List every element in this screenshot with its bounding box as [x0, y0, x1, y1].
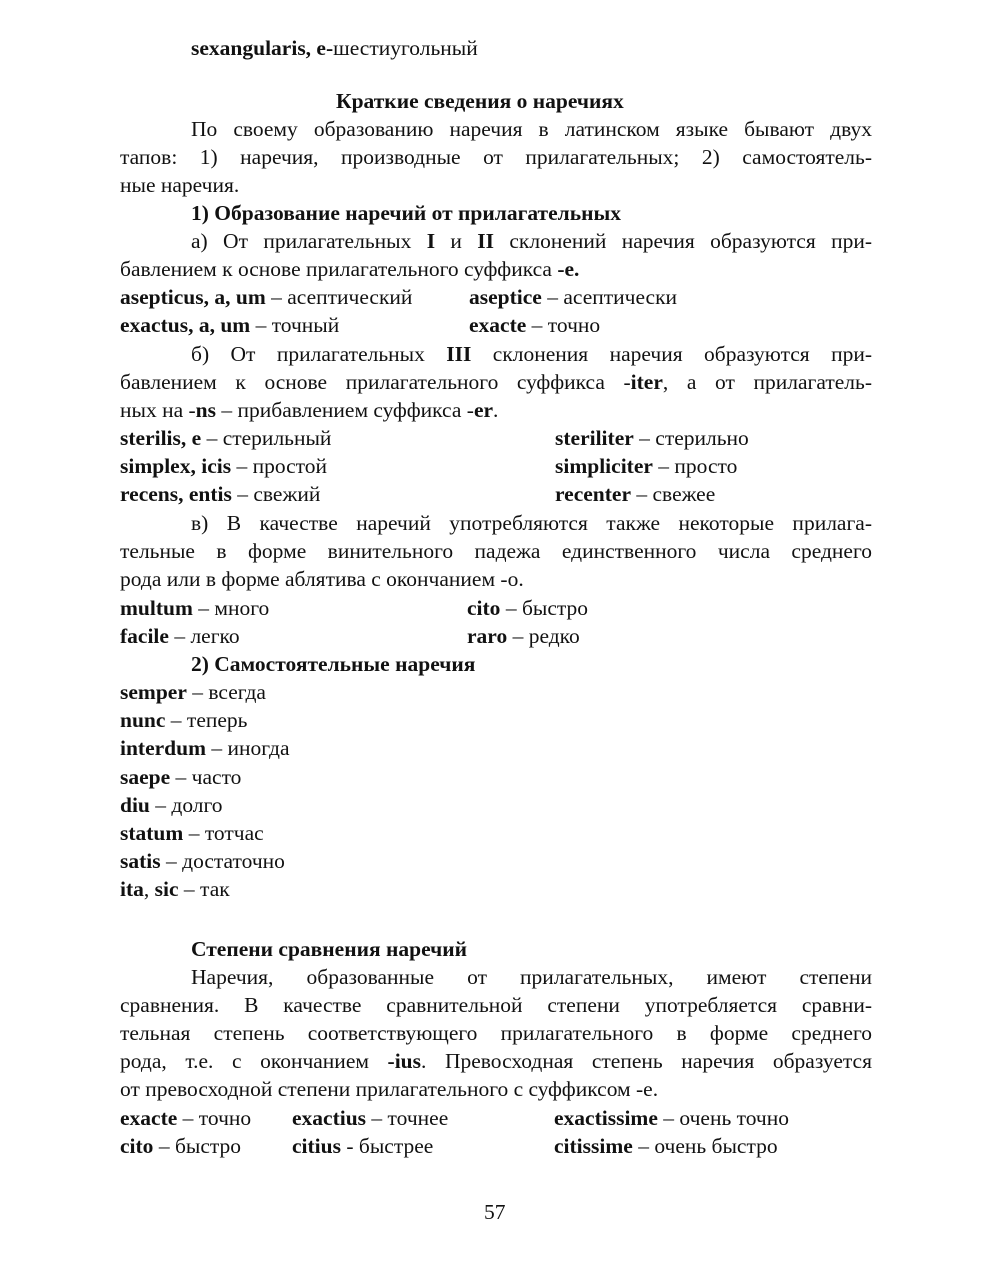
- paragraph-line: тельные в форме винительного падежа единственного числа среднего: [120, 539, 872, 563]
- example-word: [467, 594, 588, 622]
- translation: – тотчас: [183, 821, 264, 845]
- text: а) От прилагательных: [191, 229, 427, 253]
- translation: – асептически: [541, 285, 678, 309]
- superlative-degree: [554, 1104, 789, 1132]
- translation: – очень быстро: [632, 1134, 778, 1158]
- text: . Превосходная степень наречия образуется: [421, 1049, 872, 1073]
- text: бавлением к основе прилагательного суффикса: [120, 257, 558, 281]
- translation: – быстро: [500, 596, 589, 620]
- text: – прибавлением суффикса -: [216, 398, 474, 422]
- text: склонения наречия образуются при-: [471, 342, 872, 366]
- translation: – очень точно: [657, 1106, 790, 1130]
- translation: – долго: [149, 793, 223, 817]
- translation: – просто: [652, 454, 738, 478]
- suffix: er: [473, 398, 494, 422]
- comparative-degree: [292, 1132, 433, 1160]
- translation: – точно: [177, 1106, 252, 1130]
- adverb-item: [120, 791, 223, 819]
- latin-word: aseptice: [469, 285, 542, 309]
- latin-word: ita: [120, 877, 144, 901]
- translation: – иногда: [206, 736, 290, 760]
- latin-word: citius: [292, 1134, 341, 1158]
- suffix: ns: [195, 398, 216, 422]
- translation: – всегда: [186, 680, 266, 704]
- suffix: iter: [630, 370, 663, 394]
- paragraph-line: сравнения. В качестве сравнительной степени употребляется сравни-: [120, 993, 872, 1017]
- latin-word: exacte: [120, 1106, 178, 1130]
- example-word: [467, 622, 580, 650]
- text: .: [493, 398, 499, 422]
- text: и: [435, 229, 478, 253]
- translation: – достаточно: [160, 849, 285, 873]
- positive-degree: [120, 1132, 241, 1160]
- paragraph-line: тельная степень соответствующего прилагательного в форме среднего: [120, 1021, 872, 1045]
- latin-word: facile: [120, 624, 169, 648]
- roman-numeral: III: [446, 342, 472, 366]
- latin-word: interdum: [120, 736, 206, 760]
- adverb-item: [120, 875, 230, 903]
- paragraph-line: ные наречия.: [120, 173, 240, 197]
- translation: – быстро: [153, 1134, 242, 1158]
- comparative-degree: [292, 1104, 448, 1132]
- example-adverb: [555, 480, 715, 508]
- paragraph-line: [120, 255, 579, 283]
- suffix: -ius: [387, 1049, 422, 1073]
- roman-numeral: I: [426, 229, 436, 253]
- latin-word: sterilis, e: [120, 426, 202, 450]
- paragraph-line: [191, 340, 872, 368]
- adverb-item: [120, 847, 285, 875]
- translation: – редко: [507, 624, 580, 648]
- example-adjective: [120, 452, 327, 480]
- adverb-item: [120, 819, 264, 847]
- latin-word: saepe: [120, 765, 171, 789]
- latin-word: cito: [120, 1134, 154, 1158]
- paragraph-line: Наречия, образованные от прилагательных, имеют степени: [191, 965, 872, 989]
- example-adjective: [120, 283, 412, 311]
- translation: – легко: [168, 624, 240, 648]
- text: склонений наречия образуются при-: [494, 229, 872, 253]
- example-adjective: [120, 311, 339, 339]
- example-adjective: [120, 424, 331, 452]
- text: ных на -: [120, 398, 196, 422]
- latin-word: exactissime: [554, 1106, 658, 1130]
- paragraph-line: рода или в форме аблятива с окончанием -о.: [120, 567, 524, 591]
- latin-word: diu: [120, 793, 150, 817]
- translation: – асептический: [265, 285, 413, 309]
- paragraph-line: [120, 368, 872, 396]
- latin-word: multum: [120, 596, 193, 620]
- latin-word: statum: [120, 821, 184, 845]
- term: sexangularis, e-: [191, 36, 334, 60]
- suffix: -e.: [557, 257, 580, 281]
- latin-word: semper: [120, 680, 187, 704]
- translation: – точно: [526, 313, 601, 337]
- adverb-item: [120, 763, 241, 791]
- translation: – стерильно: [633, 426, 749, 450]
- latin-word: satis: [120, 849, 161, 873]
- example-word: [120, 622, 240, 650]
- page-number: 57: [484, 1200, 506, 1224]
- paragraph-line: в) В качестве наречий употребляются также некоторые прилага-: [191, 511, 872, 535]
- translation: – теперь: [165, 708, 248, 732]
- positive-degree: [120, 1104, 251, 1132]
- paragraph-line: [120, 1047, 872, 1075]
- latin-word: exacte: [469, 313, 527, 337]
- latin-word: cito: [467, 596, 501, 620]
- paragraph-line: [120, 396, 498, 424]
- latin-word: exactus, a, um: [120, 313, 251, 337]
- adverb-item: [120, 706, 247, 734]
- example-adverb: [555, 424, 749, 452]
- superlative-degree: [554, 1132, 778, 1160]
- roman-numeral: II: [477, 229, 494, 253]
- latin-word: citissime: [554, 1134, 633, 1158]
- text: б) От прилагательных: [191, 342, 447, 366]
- translation: – точнее: [366, 1106, 449, 1130]
- translation: – часто: [170, 765, 242, 789]
- example-adverb: [555, 452, 737, 480]
- translation: – свежее: [631, 482, 716, 506]
- term-meaning: шестиугольный: [333, 36, 478, 60]
- latin-word: asepticus, a, um: [120, 285, 266, 309]
- example-adverb: [469, 311, 600, 339]
- example-word: [120, 594, 269, 622]
- latin-word: simpliciter: [555, 454, 653, 478]
- adverb-item: [120, 678, 266, 706]
- translation: – точный: [250, 313, 340, 337]
- translation: - быстрее: [340, 1134, 434, 1158]
- translation: – простой: [231, 454, 328, 478]
- paragraph-line: от превосходной степени прилагательного с суффиксом -е.: [120, 1077, 659, 1101]
- example-adjective: [120, 480, 320, 508]
- latin-word: exactius: [292, 1106, 367, 1130]
- latin-word: recenter: [555, 482, 631, 506]
- section-title: Краткие сведения о наречиях: [336, 89, 624, 113]
- latin-word: simplex, icis: [120, 454, 232, 478]
- latin-word: steriliter: [555, 426, 634, 450]
- translation: – свежий: [231, 482, 321, 506]
- latin-word: raro: [467, 624, 508, 648]
- subsection-title: 2) Самостоятельные наречия: [191, 652, 476, 676]
- paragraph-line: По своему образованию наречия в латинском языке бывают двух: [191, 117, 872, 141]
- adverb-item: [120, 734, 290, 762]
- top-line: [191, 34, 478, 62]
- paragraph-line: тапов: 1) наречия, производные от прилагательных; 2) самостоятель-: [120, 145, 872, 169]
- translation: – много: [192, 596, 270, 620]
- translation: – так: [178, 877, 230, 901]
- example-adverb: [469, 283, 677, 311]
- text: , а от прилагатель-: [662, 370, 872, 394]
- latin-word: recens, entis: [120, 482, 232, 506]
- latin-word: nunc: [120, 708, 166, 732]
- text: бавлением к основе прилагательного суффикса -: [120, 370, 631, 394]
- section-title: Степени сравнения наречий: [191, 937, 468, 961]
- text: рода, т.е. с окончанием: [120, 1049, 388, 1073]
- separator: ,: [143, 877, 155, 901]
- paragraph-line: [191, 227, 872, 255]
- latin-word: sic: [154, 877, 179, 901]
- subsection-title: 1) Образование наречий от прилагательных: [191, 201, 621, 225]
- translation: – стерильный: [201, 426, 332, 450]
